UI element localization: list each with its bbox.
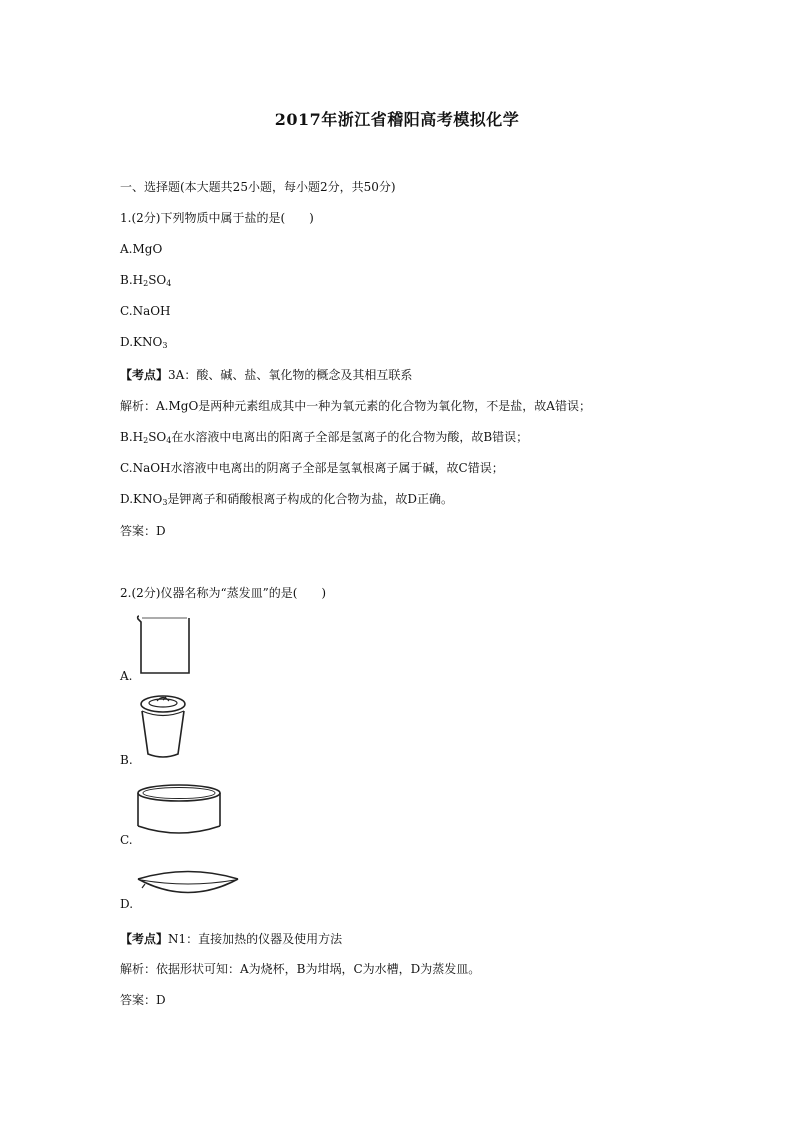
q2-label-a: A.	[120, 669, 133, 683]
q2-kaodian: 【考点】N1：直接加热的仪器及使用方法	[120, 932, 343, 946]
q1-analysis-a: 解析：A.MgO是两种元素组成其中一种为氧元素的化合物为氧化物，不是盐，故A错误；	[120, 399, 591, 413]
q1-analysis-d: $D.KNO_3$是钾离子和硝酸根离子构成的化合物为盐，故D正确。	[120, 492, 454, 507]
q1-answer: 答案：D	[120, 524, 166, 538]
q1-analysis-c: C.NaOH水溶液中电离出的阴离子全部是氢氧根离子属于碱，故C错误；	[120, 461, 504, 475]
kaodian-tag: 【考点】	[120, 932, 169, 946]
q2-label-d: D.	[120, 897, 134, 911]
crucible-image	[133, 692, 193, 762]
q1-option-b: $B.H_2SO_4$	[120, 273, 172, 288]
q1-option-c: C.NaOH	[120, 304, 171, 318]
q1-stem: 1.(2分)下列物质中属于盐的是( )	[120, 211, 314, 225]
q2-stem: 2.(2分)仪器名称为“蒸发皿”的是( )	[120, 586, 327, 600]
q2-analysis: 解析：依据形状可知：A为烧杯，B为坩埚，C为水槽，D为蒸发皿。	[120, 962, 481, 976]
q1-option-d: $D.KNO_3$	[120, 335, 168, 350]
q2-label-c: C.	[120, 833, 133, 847]
q1-kaodian: 【考点】3A：酸、碱、盐、氧化物的概念及其相互联系	[120, 368, 413, 382]
q1-analysis-b: $B.H_2SO_4$在水溶液中电离出的阳离子全部是氢离子的化合物为酸，故B错误；	[120, 430, 529, 445]
kaodian-tag: 【考点】	[120, 368, 169, 382]
evaporating-dish-image	[133, 862, 243, 902]
q2-answer: 答案：D	[120, 993, 166, 1007]
document-title: 2017年浙江省稽阳高考模拟化学	[274, 110, 520, 129]
q2-label-b: B.	[120, 753, 133, 767]
beaker-image	[133, 613, 193, 683]
q1-option-a: A.MgO	[120, 242, 163, 256]
section-heading: 一、选择题(本大题共25小题，每小题2分，共50分)	[120, 180, 396, 194]
trough-image	[133, 780, 228, 842]
